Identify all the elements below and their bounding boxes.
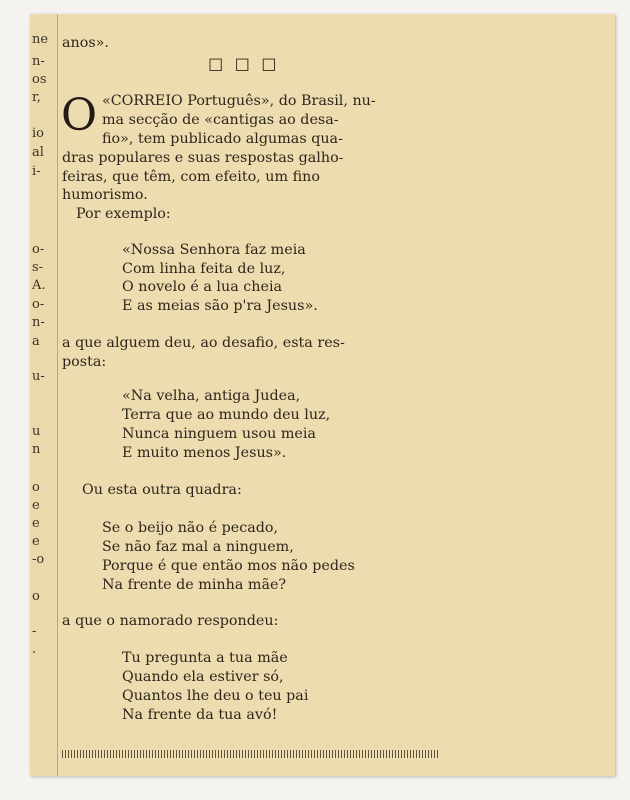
- left-fragment: a: [32, 334, 40, 349]
- left-fragment: o: [32, 589, 40, 604]
- bleed-through-texture: [390, 24, 610, 714]
- verse-line: Nunca ninguem usou meia: [122, 426, 316, 442]
- left-fragment: o: [32, 480, 40, 495]
- left-fragment: i-: [32, 164, 41, 179]
- intro-line: Por exemplo:: [76, 206, 171, 222]
- left-fragment: r,: [32, 90, 41, 105]
- bridge-line: Ou esta outra quadra:: [82, 482, 242, 498]
- verse-line: Tu pregunta a tua mãe: [122, 650, 288, 666]
- left-fragment: .: [32, 642, 37, 657]
- left-fragment: u: [32, 424, 41, 439]
- verse-line: Quantos lhe deu o teu pai: [122, 688, 309, 704]
- bottom-rule: [62, 750, 440, 758]
- left-fragment: os: [32, 72, 47, 87]
- intro-line: ma secção de «cantigas ao desa-: [102, 112, 339, 128]
- left-fragment: s-: [32, 260, 44, 275]
- newspaper-clipping: [30, 14, 615, 776]
- verse-line: Terra que ao mundo deu luz,: [122, 407, 331, 423]
- left-fragment: o-: [32, 242, 45, 257]
- left-fragment: -: [32, 624, 37, 639]
- intro-line: «CORREIO Português», do Brasil, nu-: [102, 93, 376, 109]
- verse-line: O novelo é a lua cheia: [122, 279, 283, 295]
- verse-line: «Nossa Senhora faz meia: [122, 242, 306, 258]
- left-fragment: e: [32, 516, 40, 531]
- verse-line: E muito menos Jesus».: [122, 445, 287, 461]
- verse-line: Na frente de minha mãe?: [102, 577, 287, 593]
- left-fragment: e: [32, 534, 40, 549]
- bridge-line: a que o namorado respondeu:: [62, 613, 279, 629]
- left-fragment: A.: [32, 278, 46, 293]
- verse-line: «Na velha, antiga Judea,: [122, 388, 301, 404]
- verse-line: Na frente da tua avó!: [122, 707, 278, 723]
- top-line: anos».: [62, 35, 109, 51]
- verse-line: Porque é que então mos não pedes: [102, 558, 355, 574]
- left-fragment: io: [32, 126, 44, 141]
- left-fragment: e: [32, 498, 40, 513]
- intro-line: feiras, que têm, com efeito, um fino: [62, 169, 320, 185]
- left-fragment: n-: [32, 54, 45, 69]
- left-fragment: al: [32, 145, 44, 160]
- intro-line: fio», tem publicado algumas qua-: [102, 131, 343, 147]
- bridge-line: posta:: [62, 354, 107, 370]
- left-column-fragment: [30, 14, 56, 776]
- intro-line: dras populares e suas respostas galho-: [62, 150, 344, 166]
- left-fragment: -o: [32, 552, 45, 567]
- left-fragment: o-: [32, 297, 45, 312]
- verse-line: Com linha feita de luz,: [122, 261, 286, 277]
- bridge-line: a que alguem deu, ao desafio, esta res-: [62, 335, 345, 351]
- left-fragment: n-: [32, 315, 45, 330]
- left-fragment: ne: [32, 32, 49, 47]
- section-separator: ☐ ☐ ☐: [208, 56, 280, 76]
- intro-line: humorismo.: [62, 187, 148, 203]
- left-fragment: n: [32, 442, 41, 457]
- column-divider: [57, 14, 58, 776]
- verse-line: E as meias são p'ra Jesus».: [122, 298, 318, 314]
- left-fragment: u-: [32, 369, 45, 384]
- verse-line: Se não faz mal a ninguem,: [102, 539, 294, 555]
- drop-cap: O: [61, 90, 98, 141]
- verse-line: Se o beijo não é pecado,: [102, 520, 279, 536]
- verse-line: Quando ela estiver só,: [122, 669, 284, 685]
